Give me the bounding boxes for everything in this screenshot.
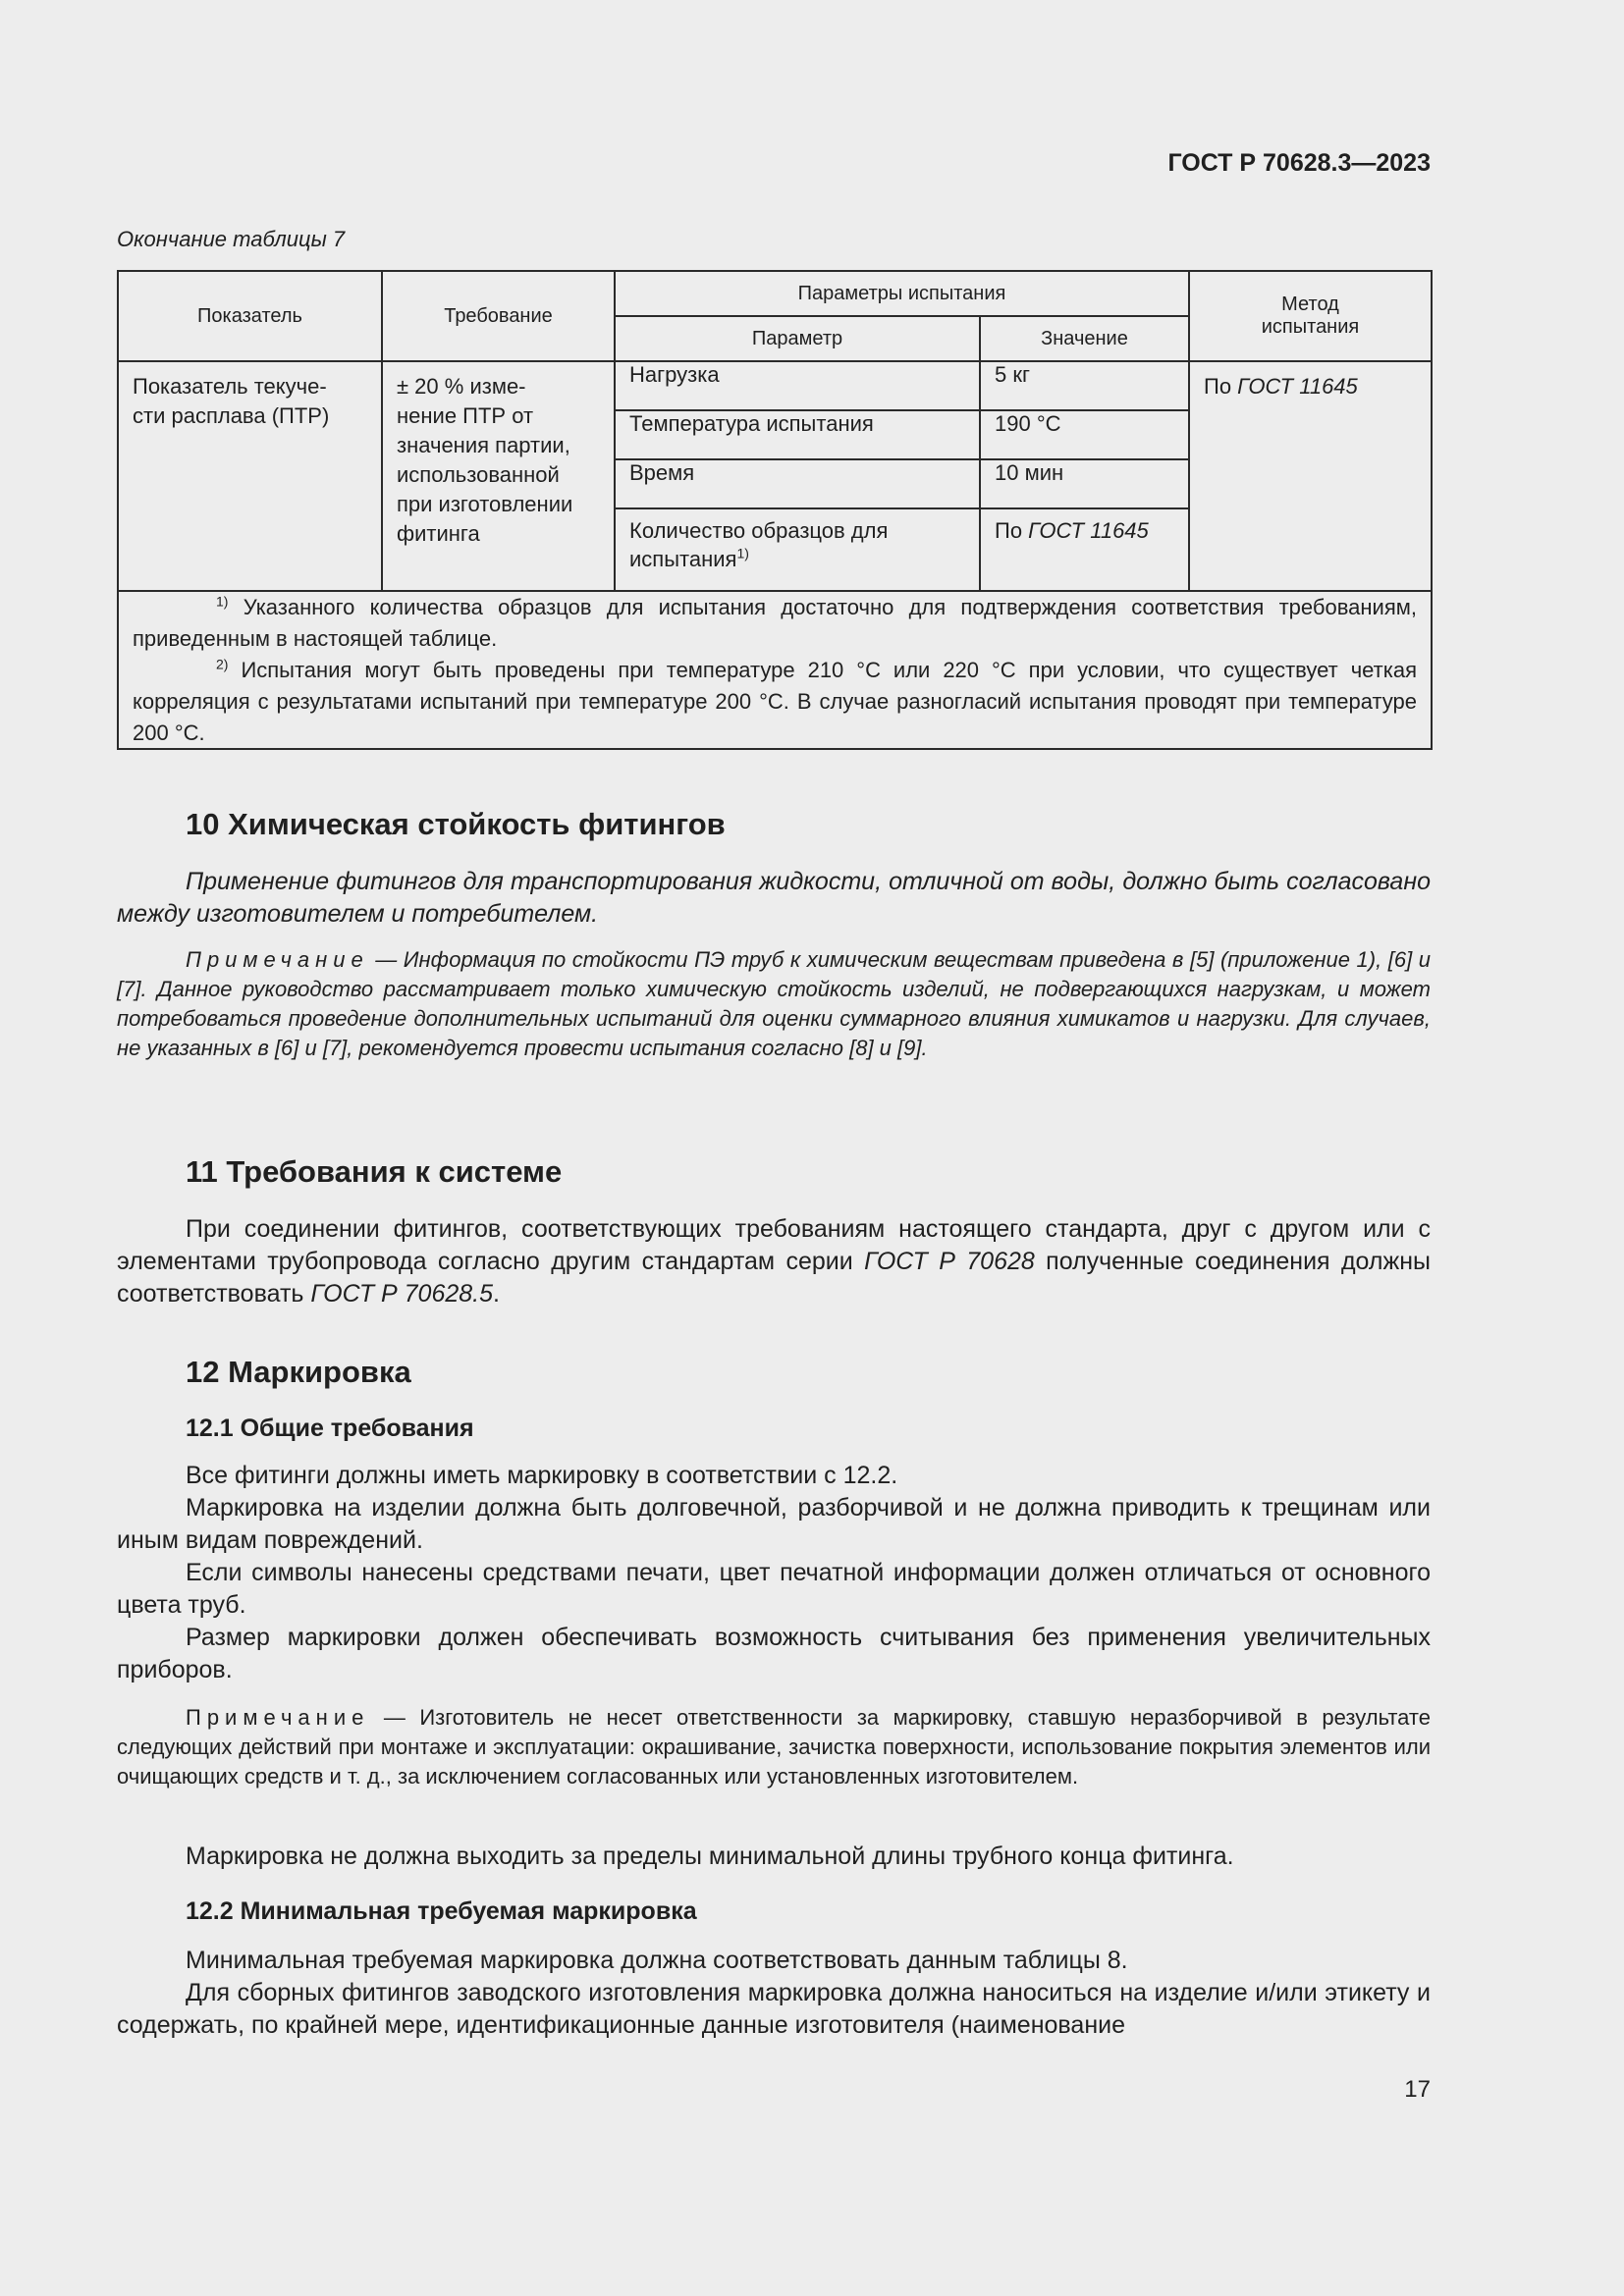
cell-indicator — [118, 361, 382, 591]
section-12-paragraph — [117, 1622, 1431, 1686]
subsection-12-1-title: 12.1 Общие требования — [186, 1415, 474, 1442]
table-caption: Окончание таблицы 7 — [117, 227, 346, 251]
note-text: — Изготовитель не несет ответственности за маркировку, ставшую неразборчивой в результате следующих действий при монтаже и эксплуатации: окрашивание, зачистка поверхности, использование покрытия элементов или очищающих средств и т. д., за исключением согласованных или установленных изготовителем. — [117, 1705, 1431, 1789]
paragraph-text: Маркировка не должна выходить за пределы минимальной длины трубного конца фитинга. — [186, 1842, 1234, 1870]
header-method-line2: испытания — [1261, 316, 1360, 338]
section-12-paragraph — [117, 1492, 1431, 1557]
requirement-line: при изготовлении — [397, 491, 573, 516]
requirement-line: нение ПТР от — [397, 402, 534, 428]
value-prefix: По — [995, 518, 1029, 543]
header-method — [1189, 271, 1432, 361]
paragraph-text: Для сборных фитингов заводского изготовления маркировка должна наноситься на изделие и/или этикету и содержать, по крайней мере, идентификационные данные изготовителя (наименование — [117, 1979, 1431, 2039]
section-12-note — [117, 1703, 1431, 1791]
document-header-id: ГОСТ Р 70628.3—2023 — [1167, 149, 1431, 177]
section-12-paragraph — [117, 1841, 1431, 1873]
page-number: 17 — [1404, 2076, 1431, 2103]
cell-method — [1189, 361, 1432, 591]
paragraph-text: Все фитинги должны иметь маркировку в соответствии с 12.2. — [186, 1462, 898, 1489]
requirement-line: использованной — [397, 461, 560, 487]
indicator-line: сти расплава (ПТР) — [133, 402, 330, 428]
param-name: Температура испытания — [615, 410, 980, 459]
table-7 — [117, 270, 1433, 750]
cell-requirement — [382, 361, 615, 591]
footnote-mark: 2) — [216, 656, 229, 672]
requirement-line: ± 20 % изме- — [397, 374, 526, 399]
footnote-mark: 1) — [736, 545, 749, 561]
standard-ref: ГОСТ Р 70628 — [864, 1248, 1035, 1275]
footnote — [133, 655, 1417, 749]
section-10-title: 10 Химическая стойкость фитингов — [186, 807, 726, 841]
section-12-paragraph — [117, 1460, 1431, 1492]
section-11-text — [117, 1213, 1431, 1310]
value-standard-ref: ГОСТ 11645 — [1028, 518, 1149, 543]
header-value: Значение — [980, 316, 1189, 361]
paragraph-text: Минимальная требуемая маркировка должна соответствовать данным таблицы 8. — [186, 1947, 1128, 1974]
footnote-text: Испытания могут быть проведены при температуре 210 °С или 220 °С при условии, что существует четкая корреляция с результатами испытаний при температуре 200 °С. В случае разногласий испытания проводят при температуре 200 °С. — [133, 657, 1417, 745]
paragraph-text: Маркировка на изделии должна быть долговечной, разборчивой и не должна приводить к трещинам или иным видам повреждений. — [117, 1494, 1431, 1554]
section-12-paragraph — [117, 1557, 1431, 1622]
note-text: — Информация по стойкости ПЭ труб к химическим веществам приведена в [5] (приложение 1), [6] и [7]. Данное руководство рассматривает только химическую стойкость изделий, не подвергающихся нагрузкам, и может потребоваться проведение дополнительных испытаний для оценки суммарного влияния химикатов и нагрузки. Для случаев, не указанных в [6] и [7], рекомендуется провести испытания согласно [8] и [9]. — [117, 947, 1431, 1060]
standard-ref: ГОСТ Р 70628.5 — [310, 1280, 494, 1308]
table-footnotes — [118, 591, 1432, 749]
header-param: Параметр — [615, 316, 980, 361]
param-line: Количество образцов для — [629, 518, 889, 543]
footnote-text: Указанного количества образцов для испытания достаточно для подтверждения соответствия требованиям, приведенным в настоящей таблице. — [133, 595, 1417, 651]
section-10-text-content: Применение фитингов для транспортирования жидкости, отличной от воды, должно быть согласовано между изготовителем и потребителем. — [117, 868, 1431, 928]
section-11-text-part: При соединении фитингов, соответствующих требованиям настоящего стандарта, друг с другом или с элементами трубопровода согласно другим стандартам серии — [117, 1215, 1431, 1275]
method-standard-ref: ГОСТ 11645 — [1237, 374, 1358, 399]
requirement-line: фитинга — [397, 520, 480, 546]
requirement-line: значения партии, — [397, 432, 570, 457]
param-line: испытания — [629, 546, 737, 571]
param-value: 190 °С — [980, 410, 1189, 459]
note-label: Примечание — [186, 1705, 370, 1730]
section-12-title: 12 Маркировка — [186, 1355, 411, 1389]
section-11-text-part: . — [493, 1280, 500, 1308]
section-11-text-part: полученные соединения должны соответствовать — [117, 1248, 1431, 1308]
subsection-12-2-title: 12.2 Минимальная требуемая маркировка — [186, 1897, 697, 1925]
param-name: Нагрузка — [615, 361, 980, 410]
indicator-line: Показатель текуче- — [133, 374, 327, 399]
section-10-note — [117, 945, 1431, 1063]
method-prefix: По — [1204, 374, 1238, 399]
header-requirement: Требование — [382, 271, 615, 361]
section-11-title: 11 Требования к системе — [186, 1154, 563, 1189]
section-10-text — [117, 866, 1431, 931]
footnote — [133, 592, 1417, 655]
param-name: Время — [615, 459, 980, 508]
param-value — [980, 508, 1189, 591]
header-method-line1: Метод — [1281, 294, 1339, 315]
param-value: 10 мин — [980, 459, 1189, 508]
header-test-params: Параметры испытания — [615, 271, 1189, 316]
paragraph-text: Размер маркировки должен обеспечивать возможность считывания без применения увеличительных приборов. — [117, 1624, 1431, 1683]
section-12-paragraph — [117, 1945, 1431, 1977]
header-indicator: Показатель — [118, 271, 382, 361]
footnote-mark: 1) — [216, 593, 229, 610]
paragraph-text: Если символы нанесены средствами печати, цвет печатной информации должен отличаться от основного цвета труб. — [117, 1559, 1431, 1619]
param-value: 5 кг — [980, 361, 1189, 410]
note-label: Примечание — [186, 947, 369, 972]
param-name — [615, 508, 980, 591]
section-12-paragraph — [117, 1977, 1431, 2042]
